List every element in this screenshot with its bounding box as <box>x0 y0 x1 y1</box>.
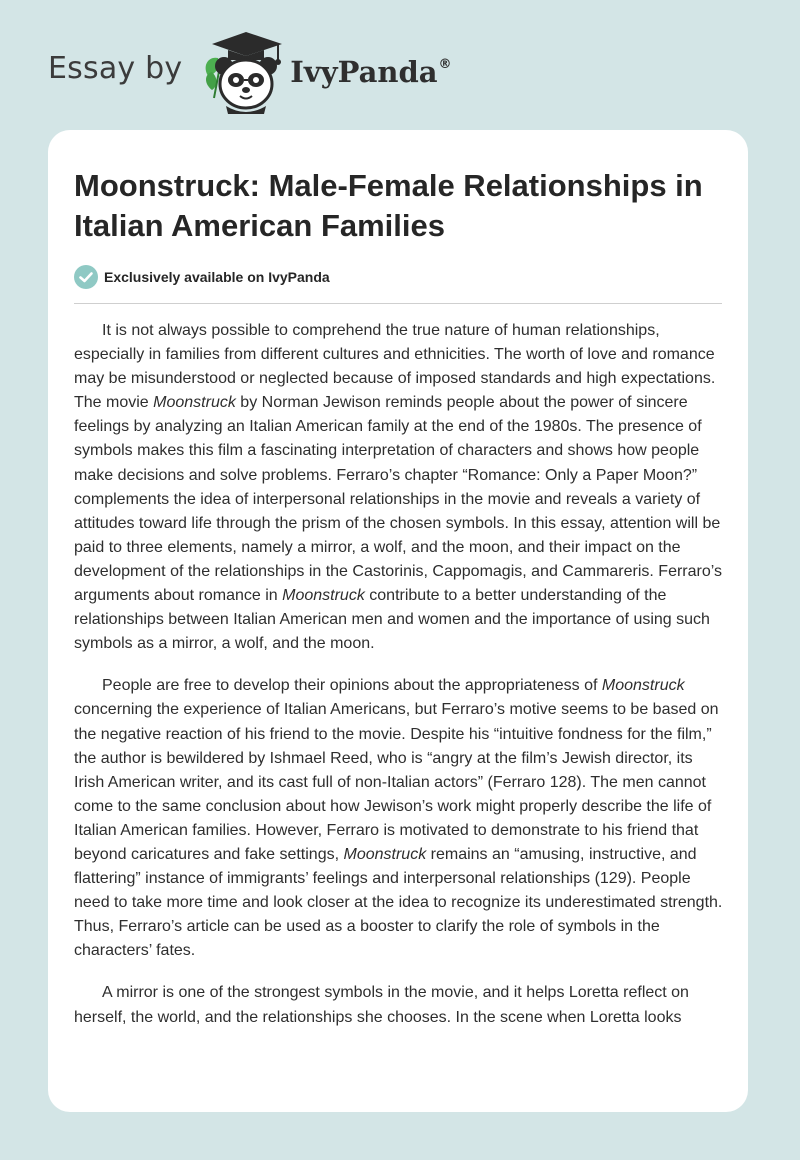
exclusive-badge <box>74 264 330 290</box>
paragraph-1: It is not always possible to comprehend the true nature of human relationships, especially in families from different cultures and ethnicities. The worth of love and romance may be misunderstood or neglected because of imposed standards and high expectations. The movie Moonstruck by Norman Jewison reminds people about the power of sincere feelings by analyzing an Italian American family at the end of the 1980s. The presence of symbols makes this film a fascinating interpretation of characters and shows how people make decisions and solve problems. Ferraro’s chapter “Romance: Only a Paper Moon?” complements the idea of interpersonal relationships in the movie and reveals a variety of attitudes toward life through the prism of the chosen symbols. In this essay, attention will be paid to three elements, namely a mirror, a wolf, and the moon, and their impact on the development of the relationships in the Castorinis, Cappomagis, and Cammareris. Ferraro’s arguments about romance in Moonstruck contribute to a better understanding of the relationships between Italian American men and women and the importance of using such symbols as a mirror, a wolf, and the moon. <box>74 322 723 653</box>
divider <box>74 303 722 304</box>
brand-name[interactable]: IvyPanda® <box>290 55 452 89</box>
site-header <box>48 26 452 116</box>
registered-mark: ® <box>438 57 452 72</box>
essay-card <box>48 130 748 1112</box>
paragraph-3: A mirror is one of the strongest symbols in the movie, and it helps Loretta reflect on herself, the world, and the relationships she chooses. In the scene when Loretta looks <box>74 984 689 1026</box>
badge-label: Exclusively available on IvyPanda <box>104 269 330 285</box>
essay-title: Moonstruck: Male-Female Relationships in Italian American Families <box>74 168 703 243</box>
check-circle-icon <box>74 265 98 289</box>
paragraph-2: People are free to develop their opinions about the appropriateness of Moonstruck concerning the experience of Italian Americans, but Ferraro’s motive seems to be based on the negative reaction of his friend to the movie. Despite his “intuitive fondness for the film,” the author is bewildered by Ishmael Reed, who is “angry at the film’s Jewish director, its Irish American writer, and its cast full of non-Italian actors” (Ferraro 128). The men cannot come to the same conclusion about how Jewison’s work might properly describe the life of Italian American families. However, Ferraro is motivated to demonstrate to his friend that beyond caricatures and fake settings, Moonstruck remains an “amusing, instructive, and flattering” instance of immigrants’ feelings and interpersonal relationships (129). People need to take more time and look closer at the idea to recognize its underestimated strength. Thus, Ferraro’s article can be used as a booster to clarify the role of symbols in the characters’ fates. <box>74 677 723 960</box>
essay-by-label: Essay by <box>48 50 183 86</box>
panda-graduate-icon <box>198 26 286 116</box>
essay-body <box>74 319 726 1048</box>
